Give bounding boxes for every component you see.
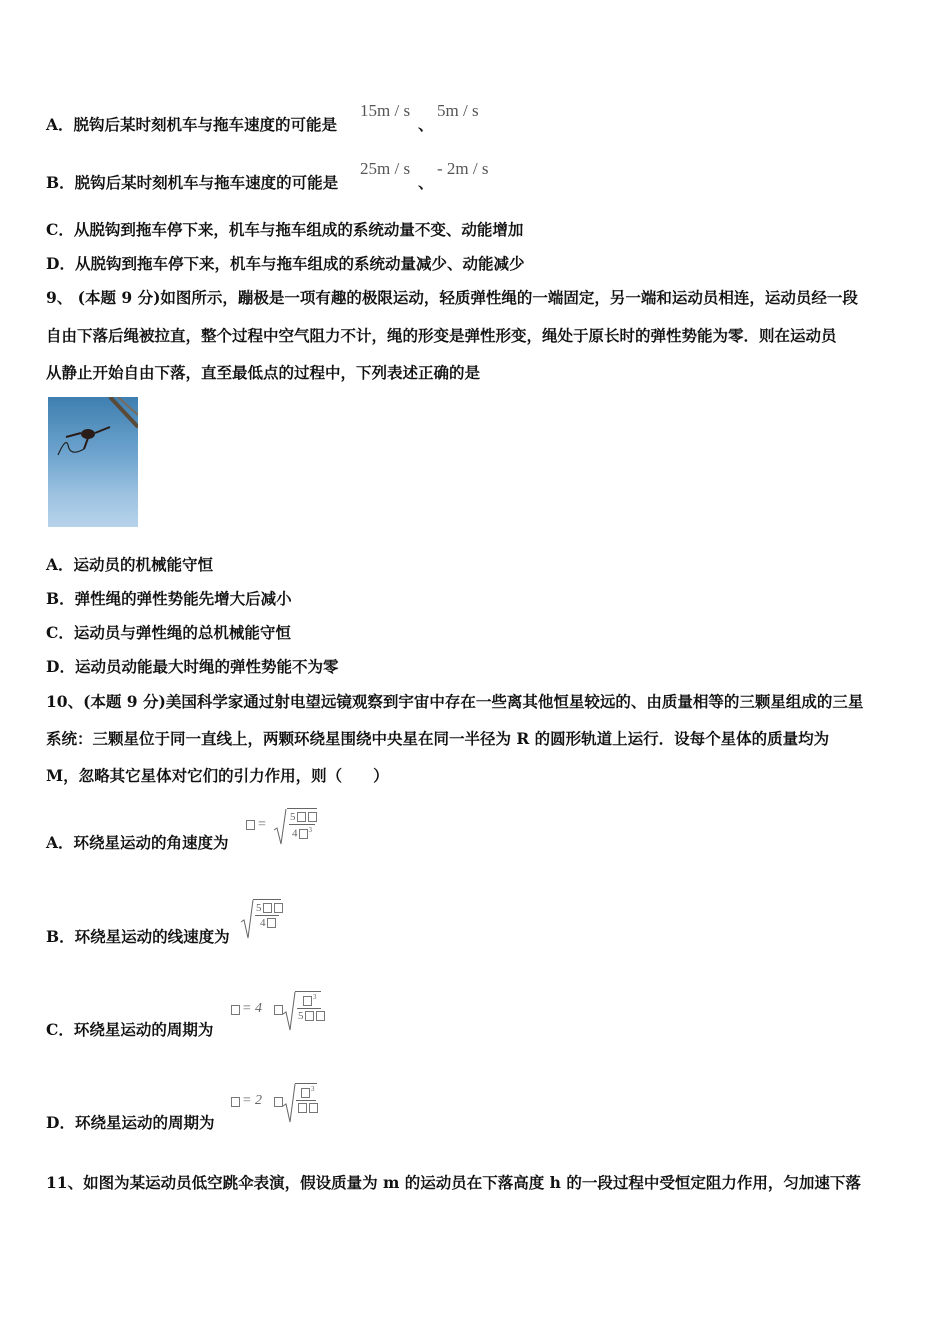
radical-sign xyxy=(240,898,254,940)
q9-stem-line-2: 自由下落后绳被拉直，整个过程中空气阻力不计，绳的形变是弹性形变，绳处于原长时的弹性势能为零．则在运动员 xyxy=(46,326,837,345)
formula-exponent: 3 xyxy=(308,826,312,834)
q10-option-a: A．环绕星运动的角速度为 xyxy=(46,833,229,852)
formula-numerator xyxy=(302,993,317,1007)
formula-glyph xyxy=(298,1103,307,1113)
radical-bar xyxy=(295,1083,317,1084)
q10-option-d: D．环绕星运动的周期为 xyxy=(46,1113,215,1132)
q8-option-a-value-1: 15m / s xyxy=(360,101,411,120)
radical-sign xyxy=(282,1082,296,1124)
formula-glyph xyxy=(303,996,312,1006)
formula-glyph xyxy=(274,903,283,913)
q8-option-b-separator: 、 xyxy=(418,173,434,192)
q10-stem-line-1: 10、(本题 9 分)美国科学家通过射电望远镜观察到宇宙中存在一些离其他恒星较远的、由质量相等的三颗星组成的三星 xyxy=(46,692,864,711)
formula-glyph xyxy=(297,812,306,822)
formula-denominator-digit: 4 xyxy=(260,917,266,929)
formula-denominator xyxy=(297,1102,319,1114)
q10-option-d-formula xyxy=(228,1082,328,1126)
q8-option-a: A．脱钩后某时刻机车与拖车速度的可能是 xyxy=(46,115,338,134)
formula-glyph xyxy=(267,918,276,928)
q10-option-c-formula xyxy=(228,990,328,1034)
formula-glyph xyxy=(305,1011,314,1021)
q10-stem-line-3: M，忽略其它星体对它们的引力作用，则（ ） xyxy=(46,766,389,785)
bungee-jumper-illustration xyxy=(48,397,138,527)
radical-sign xyxy=(273,808,287,846)
q9-stem-line-1: 9、 (本题 9 分)如图所示，蹦极是一项有趣的极限运动，轻质弹性绳的一端固定，另一端和运动员相连，运动员经一段 xyxy=(46,288,858,307)
bungee-jump-photo xyxy=(48,397,138,527)
formula-numerator-digit: 5 xyxy=(290,811,296,823)
formula-glyph xyxy=(308,812,317,822)
formula-denominator xyxy=(298,1010,326,1022)
formula-glyph xyxy=(263,903,272,913)
formula-glyph xyxy=(299,829,308,839)
q10-option-a-formula xyxy=(243,808,323,848)
formula-glyph xyxy=(309,1103,318,1113)
formula-lhs: = 4 xyxy=(242,1001,262,1016)
fraction-bar xyxy=(289,824,315,825)
formula-numerator xyxy=(290,811,318,823)
fraction-bar xyxy=(255,915,279,916)
formula-denominator xyxy=(260,917,277,929)
formula-denominator-digit: 5 xyxy=(298,1010,304,1022)
formula-numerator-digit: 5 xyxy=(256,902,262,914)
q9-option-b: B．弹性绳的弹性势能先增大后减小 xyxy=(46,589,292,608)
fraction-bar xyxy=(296,1100,316,1101)
radical-sign xyxy=(282,990,296,1032)
radical-bar xyxy=(295,991,321,992)
q9-option-d: D．运动员动能最大时绳的弹性势能不为零 xyxy=(46,657,339,676)
q8-option-a-value-2: 5m / s xyxy=(437,101,479,120)
q8-option-b-value-1: 25m / s xyxy=(360,159,411,178)
formula-numerator xyxy=(300,1085,315,1099)
fraction-bar xyxy=(297,1008,321,1009)
radical-bar xyxy=(287,808,317,809)
formula-glyph xyxy=(246,820,255,830)
formula-glyph xyxy=(231,1005,240,1015)
q8-option-b-value-2: - 2m / s xyxy=(437,159,489,178)
formula-exponent: 3 xyxy=(313,993,317,1001)
formula-denominator xyxy=(292,826,312,840)
q10-option-b: B．环绕星运动的线速度为 xyxy=(46,927,230,946)
q8-option-b: B．脱钩后某时刻机车与拖车速度的可能是 xyxy=(46,173,339,192)
q9-option-a: A．运动员的机械能守恒 xyxy=(46,555,214,574)
formula-equals: = xyxy=(258,817,266,832)
q8-option-c: C．从脱钩到拖车停下来，机车与拖车组成的系统动量不变、动能增加 xyxy=(46,220,524,239)
q8-option-a-separator: 、 xyxy=(418,115,434,134)
q8-option-d: D．从脱钩到拖车停下来，机车与拖车组成的系统动量减少、动能减少 xyxy=(46,254,525,273)
radical-bar xyxy=(253,899,281,900)
q11-stem-line-1: 11、如图为某运动员低空跳伞表演，假设质量为 m 的运动员在下落高度 h 的一段过程中受恒定阻力作用，匀加速下落 xyxy=(46,1173,861,1192)
q9-stem-line-3: 从静止开始自由下落，直至最低点的过程中，下列表述正确的是 xyxy=(46,363,481,382)
q10-option-b-formula xyxy=(240,898,290,940)
formula-exponent: 3 xyxy=(311,1085,315,1093)
formula-denominator-digit: 4 xyxy=(292,827,298,840)
formula-glyph xyxy=(301,1088,310,1098)
formula-lhs: = 2 xyxy=(242,1093,262,1108)
q10-stem-line-2: 系统：三颗星位于同一直线上，两颗环绕星围绕中央星在同一半径为 R 的圆形轨道上运行．设每个星体的质量均为 xyxy=(46,729,830,748)
formula-glyph xyxy=(231,1097,240,1107)
formula-glyph xyxy=(316,1011,325,1021)
q10-option-c: C．环绕星运动的周期为 xyxy=(46,1020,214,1039)
q9-option-c: C．运动员与弹性绳的总机械能守恒 xyxy=(46,623,291,642)
formula-numerator xyxy=(256,902,284,914)
